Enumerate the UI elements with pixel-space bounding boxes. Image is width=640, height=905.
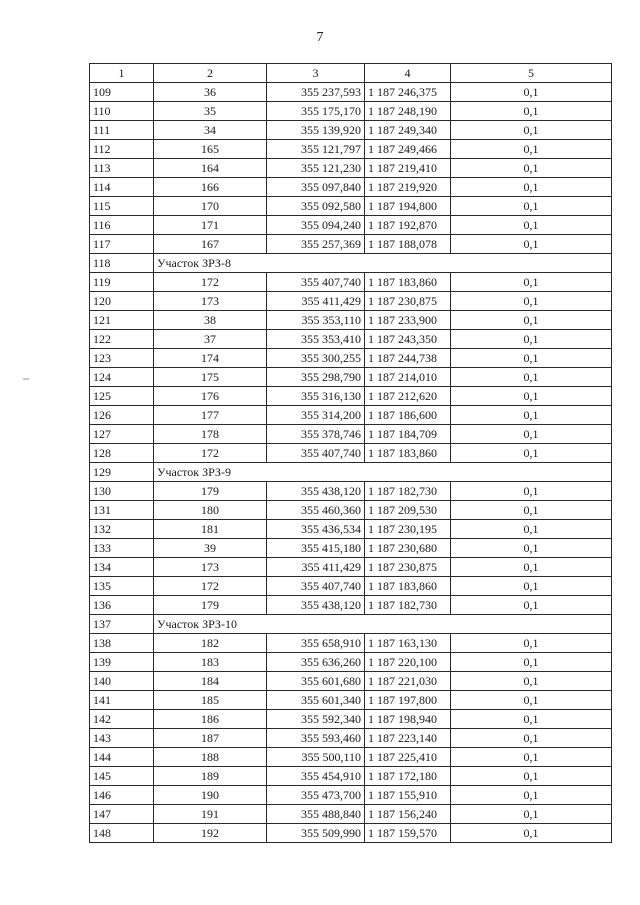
point-number-cell: 172 <box>154 273 267 292</box>
point-number-cell: 39 <box>154 539 267 558</box>
y-coordinate-cell: 1 187 249,340 <box>365 121 451 140</box>
row-number-cell: 135 <box>90 577 154 596</box>
accuracy-cell: 0,1 <box>451 710 612 729</box>
row-number-cell: 147 <box>90 805 154 824</box>
row-number-cell: 118 <box>90 254 154 273</box>
row-number-cell: 136 <box>90 596 154 615</box>
row-number-cell: 119 <box>90 273 154 292</box>
point-number-cell: 179 <box>154 482 267 501</box>
table-row <box>90 577 612 596</box>
x-coordinate-cell: 355 353,410 <box>267 330 365 349</box>
y-coordinate-cell: 1 187 244,738 <box>365 349 451 368</box>
table-row <box>90 729 612 748</box>
accuracy-cell: 0,1 <box>451 349 612 368</box>
x-coordinate-cell: 355 436,534 <box>267 520 365 539</box>
y-coordinate-cell: 1 187 212,620 <box>365 387 451 406</box>
x-coordinate-cell: 355 139,920 <box>267 121 365 140</box>
row-number-cell: 109 <box>90 83 154 102</box>
table-row <box>90 748 612 767</box>
x-coordinate-cell: 355 438,120 <box>267 482 365 501</box>
point-number-cell: 171 <box>154 216 267 235</box>
y-coordinate-cell: 1 187 214,010 <box>365 368 451 387</box>
y-coordinate-cell: 1 187 230,680 <box>365 539 451 558</box>
column-header: 4 <box>365 64 451 83</box>
y-coordinate-cell: 1 187 184,709 <box>365 425 451 444</box>
row-number-cell: 129 <box>90 463 154 482</box>
scan-mark <box>23 378 29 380</box>
row-number-cell: 122 <box>90 330 154 349</box>
x-coordinate-cell: 355 300,255 <box>267 349 365 368</box>
accuracy-cell: 0,1 <box>451 178 612 197</box>
accuracy-cell: 0,1 <box>451 311 612 330</box>
x-coordinate-cell: 355 411,429 <box>267 558 365 577</box>
point-number-cell: 186 <box>154 710 267 729</box>
x-coordinate-cell: 355 237,593 <box>267 83 365 102</box>
y-coordinate-cell: 1 187 220,100 <box>365 653 451 672</box>
accuracy-cell: 0,1 <box>451 520 612 539</box>
y-coordinate-cell: 1 187 243,350 <box>365 330 451 349</box>
point-number-cell: 173 <box>154 292 267 311</box>
x-coordinate-cell: 355 257,369 <box>267 235 365 254</box>
point-number-cell: 191 <box>154 805 267 824</box>
x-coordinate-cell: 355 378,746 <box>267 425 365 444</box>
point-number-cell: 187 <box>154 729 267 748</box>
accuracy-cell: 0,1 <box>451 501 612 520</box>
x-coordinate-cell: 355 298,790 <box>267 368 365 387</box>
x-coordinate-cell: 355 121,230 <box>267 159 365 178</box>
point-number-cell: 38 <box>154 311 267 330</box>
x-coordinate-cell: 355 488,840 <box>267 805 365 824</box>
accuracy-cell: 0,1 <box>451 748 612 767</box>
x-coordinate-cell: 355 460,360 <box>267 501 365 520</box>
y-coordinate-cell: 1 187 163,130 <box>365 634 451 653</box>
accuracy-cell: 0,1 <box>451 805 612 824</box>
point-number-cell: 173 <box>154 558 267 577</box>
accuracy-cell: 0,1 <box>451 102 612 121</box>
row-number-cell: 146 <box>90 786 154 805</box>
table-row <box>90 273 612 292</box>
table-row <box>90 83 612 102</box>
x-coordinate-cell: 355 175,170 <box>267 102 365 121</box>
point-number-cell: 176 <box>154 387 267 406</box>
table-row <box>90 501 612 520</box>
table-row <box>90 653 612 672</box>
point-number-cell: 185 <box>154 691 267 710</box>
y-coordinate-cell: 1 187 223,140 <box>365 729 451 748</box>
row-number-cell: 121 <box>90 311 154 330</box>
coordinates-table <box>89 63 612 843</box>
table-row <box>90 368 612 387</box>
table-row <box>90 140 612 159</box>
table-row <box>90 349 612 368</box>
y-coordinate-cell: 1 187 233,900 <box>365 311 451 330</box>
table-row <box>90 558 612 577</box>
table-row <box>90 767 612 786</box>
x-coordinate-cell: 355 438,120 <box>267 596 365 615</box>
accuracy-cell: 0,1 <box>451 216 612 235</box>
accuracy-cell: 0,1 <box>451 406 612 425</box>
accuracy-cell: 0,1 <box>451 539 612 558</box>
y-coordinate-cell: 1 187 197,800 <box>365 691 451 710</box>
point-number-cell: 170 <box>154 197 267 216</box>
row-number-cell: 124 <box>90 368 154 387</box>
table-body <box>90 83 612 843</box>
table-row <box>90 178 612 197</box>
point-number-cell: 35 <box>154 102 267 121</box>
x-coordinate-cell: 355 636,260 <box>267 653 365 672</box>
accuracy-cell: 0,1 <box>451 273 612 292</box>
x-coordinate-cell: 355 593,460 <box>267 729 365 748</box>
section-row <box>90 254 612 273</box>
point-number-cell: 182 <box>154 634 267 653</box>
x-coordinate-cell: 355 500,110 <box>267 748 365 767</box>
table-row <box>90 292 612 311</box>
table-row <box>90 159 612 178</box>
table-row <box>90 786 612 805</box>
table-row <box>90 311 612 330</box>
point-number-cell: 183 <box>154 653 267 672</box>
x-coordinate-cell: 355 407,740 <box>267 577 365 596</box>
x-coordinate-cell: 355 473,700 <box>267 786 365 805</box>
y-coordinate-cell: 1 187 225,410 <box>365 748 451 767</box>
accuracy-cell: 0,1 <box>451 824 612 843</box>
accuracy-cell: 0,1 <box>451 121 612 140</box>
x-coordinate-cell: 355 314,200 <box>267 406 365 425</box>
accuracy-cell: 0,1 <box>451 292 612 311</box>
row-number-cell: 139 <box>90 653 154 672</box>
table-row <box>90 805 612 824</box>
accuracy-cell: 0,1 <box>451 558 612 577</box>
table-row <box>90 216 612 235</box>
accuracy-cell: 0,1 <box>451 330 612 349</box>
x-coordinate-cell: 355 353,110 <box>267 311 365 330</box>
y-coordinate-cell: 1 187 192,870 <box>365 216 451 235</box>
table-row <box>90 197 612 216</box>
table-row <box>90 596 612 615</box>
y-coordinate-cell: 1 187 188,078 <box>365 235 451 254</box>
x-coordinate-cell: 355 592,340 <box>267 710 365 729</box>
table-row <box>90 121 612 140</box>
accuracy-cell: 0,1 <box>451 596 612 615</box>
column-header: 5 <box>451 64 612 83</box>
row-number-cell: 131 <box>90 501 154 520</box>
accuracy-cell: 0,1 <box>451 691 612 710</box>
table-row <box>90 444 612 463</box>
row-number-cell: 116 <box>90 216 154 235</box>
x-coordinate-cell: 355 092,580 <box>267 197 365 216</box>
x-coordinate-cell: 355 454,910 <box>267 767 365 786</box>
section-row <box>90 615 612 634</box>
section-title-cell: Участок ЗРЗ-8 <box>154 254 612 273</box>
row-number-cell: 123 <box>90 349 154 368</box>
accuracy-cell: 0,1 <box>451 83 612 102</box>
row-number-cell: 110 <box>90 102 154 121</box>
x-coordinate-cell: 355 094,240 <box>267 216 365 235</box>
accuracy-cell: 0,1 <box>451 786 612 805</box>
table-row <box>90 710 612 729</box>
x-coordinate-cell: 355 411,429 <box>267 292 365 311</box>
point-number-cell: 189 <box>154 767 267 786</box>
y-coordinate-cell: 1 187 159,570 <box>365 824 451 843</box>
row-number-cell: 144 <box>90 748 154 767</box>
y-coordinate-cell: 1 187 156,240 <box>365 805 451 824</box>
row-number-cell: 148 <box>90 824 154 843</box>
table-row <box>90 672 612 691</box>
x-coordinate-cell: 355 407,740 <box>267 273 365 292</box>
row-number-cell: 127 <box>90 425 154 444</box>
y-coordinate-cell: 1 187 219,920 <box>365 178 451 197</box>
row-number-cell: 128 <box>90 444 154 463</box>
point-number-cell: 188 <box>154 748 267 767</box>
y-coordinate-cell: 1 187 209,530 <box>365 501 451 520</box>
y-coordinate-cell: 1 187 182,730 <box>365 596 451 615</box>
row-number-cell: 111 <box>90 121 154 140</box>
y-coordinate-cell: 1 187 249,466 <box>365 140 451 159</box>
y-coordinate-cell: 1 187 155,910 <box>365 786 451 805</box>
point-number-cell: 36 <box>154 83 267 102</box>
point-number-cell: 179 <box>154 596 267 615</box>
point-number-cell: 192 <box>154 824 267 843</box>
column-header: 3 <box>267 64 365 83</box>
y-coordinate-cell: 1 187 246,375 <box>365 83 451 102</box>
accuracy-cell: 0,1 <box>451 425 612 444</box>
y-coordinate-cell: 1 187 230,875 <box>365 558 451 577</box>
table-row <box>90 387 612 406</box>
y-coordinate-cell: 1 187 221,030 <box>365 672 451 691</box>
accuracy-cell: 0,1 <box>451 387 612 406</box>
accuracy-cell: 0,1 <box>451 368 612 387</box>
accuracy-cell: 0,1 <box>451 729 612 748</box>
table-row <box>90 406 612 425</box>
y-coordinate-cell: 1 187 183,860 <box>365 444 451 463</box>
table-row <box>90 539 612 558</box>
table-row <box>90 425 612 444</box>
point-number-cell: 184 <box>154 672 267 691</box>
accuracy-cell: 0,1 <box>451 159 612 178</box>
point-number-cell: 180 <box>154 501 267 520</box>
point-number-cell: 181 <box>154 520 267 539</box>
point-number-cell: 175 <box>154 368 267 387</box>
table-row <box>90 482 612 501</box>
table-row <box>90 330 612 349</box>
row-number-cell: 142 <box>90 710 154 729</box>
table-row <box>90 691 612 710</box>
section-title-cell: Участок ЗРЗ-9 <box>154 463 612 482</box>
row-number-cell: 117 <box>90 235 154 254</box>
point-number-cell: 178 <box>154 425 267 444</box>
table-row <box>90 634 612 653</box>
row-number-cell: 133 <box>90 539 154 558</box>
page-number: 7 <box>316 30 324 45</box>
point-number-cell: 164 <box>154 159 267 178</box>
y-coordinate-cell: 1 187 182,730 <box>365 482 451 501</box>
column-header: 2 <box>154 64 267 83</box>
x-coordinate-cell: 355 097,840 <box>267 178 365 197</box>
point-number-cell: 172 <box>154 577 267 596</box>
accuracy-cell: 0,1 <box>451 197 612 216</box>
point-number-cell: 34 <box>154 121 267 140</box>
accuracy-cell: 0,1 <box>451 672 612 691</box>
row-number-cell: 145 <box>90 767 154 786</box>
x-coordinate-cell: 355 415,180 <box>267 539 365 558</box>
table-row <box>90 824 612 843</box>
y-coordinate-cell: 1 187 172,180 <box>365 767 451 786</box>
table-row <box>90 102 612 121</box>
accuracy-cell: 0,1 <box>451 235 612 254</box>
x-coordinate-cell: 355 509,990 <box>267 824 365 843</box>
x-coordinate-cell: 355 601,680 <box>267 672 365 691</box>
row-number-cell: 134 <box>90 558 154 577</box>
accuracy-cell: 0,1 <box>451 444 612 463</box>
point-number-cell: 172 <box>154 444 267 463</box>
row-number-cell: 137 <box>90 615 154 634</box>
row-number-cell: 132 <box>90 520 154 539</box>
point-number-cell: 177 <box>154 406 267 425</box>
y-coordinate-cell: 1 187 248,190 <box>365 102 451 121</box>
accuracy-cell: 0,1 <box>451 653 612 672</box>
x-coordinate-cell: 355 316,130 <box>267 387 365 406</box>
y-coordinate-cell: 1 187 219,410 <box>365 159 451 178</box>
row-number-cell: 125 <box>90 387 154 406</box>
accuracy-cell: 0,1 <box>451 634 612 653</box>
row-number-cell: 141 <box>90 691 154 710</box>
x-coordinate-cell: 355 121,797 <box>267 140 365 159</box>
x-coordinate-cell: 355 601,340 <box>267 691 365 710</box>
row-number-cell: 138 <box>90 634 154 653</box>
row-number-cell: 143 <box>90 729 154 748</box>
row-number-cell: 115 <box>90 197 154 216</box>
y-coordinate-cell: 1 187 186,600 <box>365 406 451 425</box>
y-coordinate-cell: 1 187 230,875 <box>365 292 451 311</box>
column-header: 1 <box>90 64 154 83</box>
point-number-cell: 166 <box>154 178 267 197</box>
row-number-cell: 126 <box>90 406 154 425</box>
y-coordinate-cell: 1 187 194,800 <box>365 197 451 216</box>
y-coordinate-cell: 1 187 183,860 <box>365 273 451 292</box>
x-coordinate-cell: 355 407,740 <box>267 444 365 463</box>
section-row <box>90 463 612 482</box>
accuracy-cell: 0,1 <box>451 482 612 501</box>
header-row <box>90 64 612 83</box>
accuracy-cell: 0,1 <box>451 140 612 159</box>
point-number-cell: 190 <box>154 786 267 805</box>
row-number-cell: 112 <box>90 140 154 159</box>
table-row <box>90 520 612 539</box>
row-number-cell: 114 <box>90 178 154 197</box>
point-number-cell: 165 <box>154 140 267 159</box>
row-number-cell: 113 <box>90 159 154 178</box>
x-coordinate-cell: 355 658,910 <box>267 634 365 653</box>
accuracy-cell: 0,1 <box>451 767 612 786</box>
point-number-cell: 37 <box>154 330 267 349</box>
y-coordinate-cell: 1 187 183,860 <box>365 577 451 596</box>
section-title-cell: Участок ЗРЗ-10 <box>154 615 612 634</box>
accuracy-cell: 0,1 <box>451 577 612 596</box>
row-number-cell: 140 <box>90 672 154 691</box>
row-number-cell: 130 <box>90 482 154 501</box>
row-number-cell: 120 <box>90 292 154 311</box>
y-coordinate-cell: 1 187 198,940 <box>365 710 451 729</box>
y-coordinate-cell: 1 187 230,195 <box>365 520 451 539</box>
point-number-cell: 167 <box>154 235 267 254</box>
table-row <box>90 235 612 254</box>
point-number-cell: 174 <box>154 349 267 368</box>
